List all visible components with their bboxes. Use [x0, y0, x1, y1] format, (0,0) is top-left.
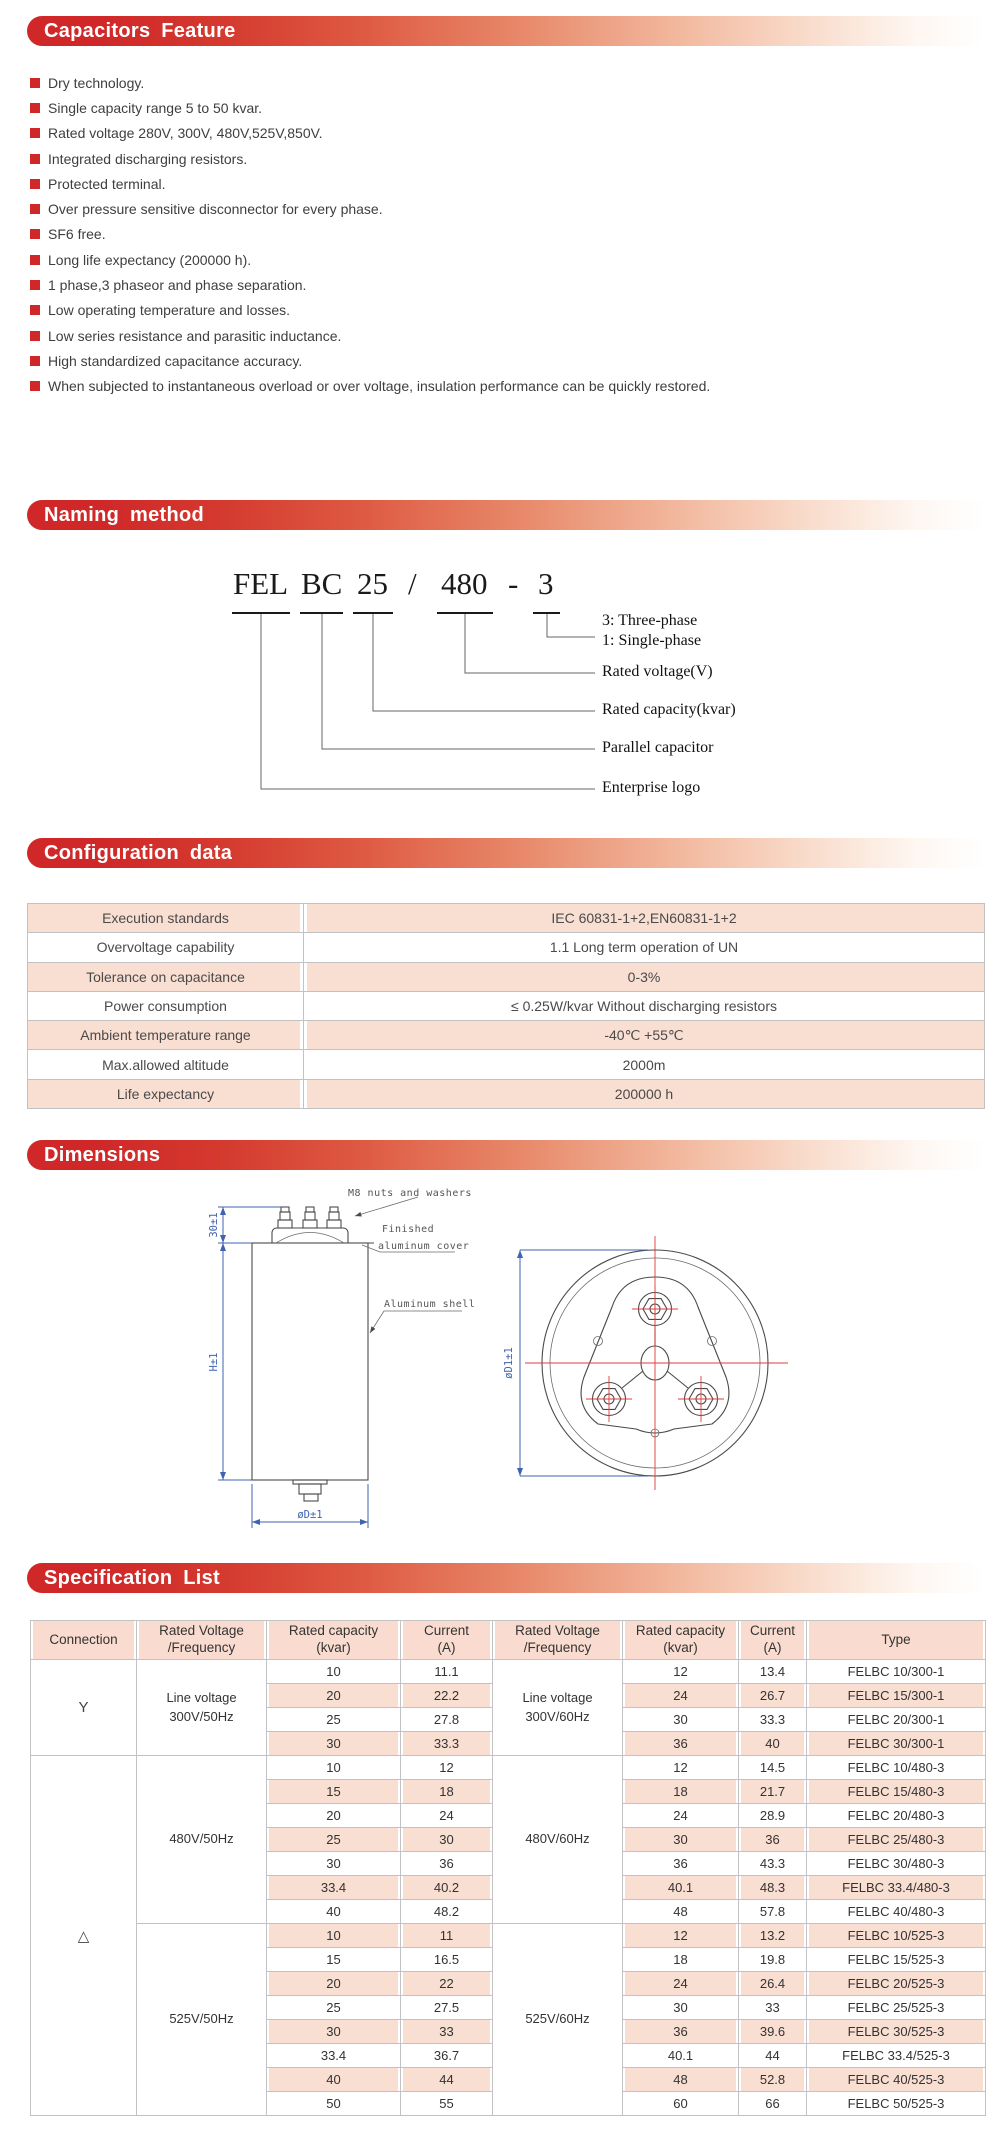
- capacity-60hz-cell: 48: [623, 2068, 739, 2092]
- type-cell: FELBC 20/300-1: [807, 1708, 986, 1732]
- capacity-50hz-cell: 30: [267, 1732, 401, 1756]
- current-50hz-cell: 36.7: [401, 2044, 493, 2068]
- dim-h: H±1: [208, 1352, 220, 1372]
- current-60hz-cell: 43.3: [739, 1852, 807, 1876]
- capacity-50hz-cell: 25: [267, 1996, 401, 2020]
- current-60hz-cell: 57.8: [739, 1900, 807, 1924]
- current-50hz-cell: 33.3: [401, 1732, 493, 1756]
- capacity-50hz-cell: 20: [267, 1684, 401, 1708]
- type-cell: FELBC 10/525-3: [807, 1924, 986, 1948]
- current-60hz-cell: 36: [739, 1828, 807, 1852]
- dimensions-drawing: [140, 1185, 820, 1545]
- type-cell: FELBC 15/480-3: [807, 1780, 986, 1804]
- code-token-enterprise: FEL: [233, 566, 289, 601]
- spec-column-header: Type: [807, 1621, 986, 1660]
- capacity-50hz-cell: 15: [267, 1780, 401, 1804]
- dim-d1: øD1±1: [503, 1347, 515, 1379]
- spec-column-header: Rated capacity (kvar): [623, 1621, 739, 1660]
- capacity-60hz-cell: 36: [623, 2020, 739, 2044]
- current-50hz-cell: 55: [401, 2092, 493, 2116]
- spec-row: [31, 1756, 986, 1780]
- spec-column-header: Rated Voltage /Frequency: [137, 1621, 267, 1660]
- config-row: [28, 962, 985, 991]
- type-cell: FELBC 40/525-3: [807, 2068, 986, 2092]
- config-row: [28, 1050, 985, 1079]
- naming-label: Rated voltage(V): [602, 663, 713, 680]
- capacity-50hz-cell: 50: [267, 2092, 401, 2116]
- config-row: [28, 1021, 985, 1050]
- current-60hz-cell: 48.3: [739, 1876, 807, 1900]
- current-60hz-cell: 39.6: [739, 2020, 807, 2044]
- capacity-60hz-cell: 18: [623, 1780, 739, 1804]
- current-50hz-cell: 40.2: [401, 1876, 493, 1900]
- spec-column-header: Current (A): [739, 1621, 807, 1660]
- capacity-50hz-cell: 33.4: [267, 2044, 401, 2068]
- capacity-50hz-cell: 33.4: [267, 1876, 401, 1900]
- spec-row: [31, 1660, 986, 1684]
- config-row: [28, 933, 985, 962]
- centerlines: [525, 1236, 788, 1490]
- current-50hz-cell: 27.5: [401, 1996, 493, 2020]
- feature-text: Rated voltage 280V, 300V, 480V,525V,850V.: [48, 125, 323, 142]
- type-cell: FELBC 20/525-3: [807, 1972, 986, 1996]
- capacity-60hz-cell: 36: [623, 1852, 739, 1876]
- current-60hz-cell: 66: [739, 2092, 807, 2116]
- connection-cell: △: [31, 1756, 137, 2116]
- capacity-50hz-cell: 30: [267, 2020, 401, 2044]
- type-cell: FELBC 10/480-3: [807, 1756, 986, 1780]
- config-row: [28, 1079, 985, 1108]
- voltage-50hz-cell: 480V/50Hz: [137, 1756, 267, 1924]
- config-value: 200000 h: [304, 1079, 985, 1108]
- spec-column-header: Rated Voltage /Frequency: [493, 1621, 623, 1660]
- naming-connector-lines: [0, 0, 700, 820]
- spec-column-header: Rated capacity (kvar): [267, 1621, 401, 1660]
- spec-row: [31, 1924, 986, 1948]
- capacity-60hz-cell: 30: [623, 1828, 739, 1852]
- config-label: Ambient temperature range: [28, 1021, 304, 1050]
- section-title-capacitors-feature: Capacitors Feature: [27, 16, 985, 46]
- capacity-60hz-cell: 12: [623, 1756, 739, 1780]
- current-50hz-cell: 22.2: [401, 1684, 493, 1708]
- feature-text: Integrated discharging resistors.: [48, 150, 248, 167]
- config-value: ≤ 0.25W/kvar Without discharging resistors: [304, 991, 985, 1020]
- feature-text: Protected terminal.: [48, 175, 166, 192]
- current-50hz-cell: 11.1: [401, 1660, 493, 1684]
- dim-30: 30±1: [208, 1212, 220, 1238]
- code-token-dash: -: [508, 566, 519, 601]
- feature-text: Over pressure sensitive disconnector for every phase.: [48, 201, 383, 218]
- feature-text: Low series resistance and parasitic inductance.: [48, 327, 342, 344]
- config-label: Life expectancy: [28, 1079, 304, 1108]
- naming-label: Enterprise logo: [602, 779, 701, 796]
- current-60hz-cell: 28.9: [739, 1804, 807, 1828]
- label-aluminum-cover: aluminum cover: [378, 1241, 470, 1252]
- type-cell: FELBC 30/480-3: [807, 1852, 986, 1876]
- capacity-60hz-cell: 30: [623, 1996, 739, 2020]
- config-value: 2000m: [304, 1050, 985, 1079]
- config-value: 0-3%: [304, 962, 985, 991]
- current-60hz-cell: 44: [739, 2044, 807, 2068]
- config-label: Execution standards: [28, 904, 304, 933]
- code-token-voltage: 480: [441, 566, 488, 601]
- voltage-60hz-cell: 525V/60Hz: [493, 1924, 623, 2116]
- feature-text: Long life expectancy (200000 h).: [48, 251, 252, 268]
- current-60hz-cell: 52.8: [739, 2068, 807, 2092]
- capacity-50hz-cell: 40: [267, 2068, 401, 2092]
- current-50hz-cell: 16.5: [401, 1948, 493, 1972]
- type-cell: FELBC 33.4/480-3: [807, 1876, 986, 1900]
- current-50hz-cell: 11: [401, 1924, 493, 1948]
- current-50hz-cell: 22: [401, 1972, 493, 1996]
- config-label: Max.allowed altitude: [28, 1050, 304, 1079]
- type-cell: FELBC 40/480-3: [807, 1900, 986, 1924]
- current-50hz-cell: 27.8: [401, 1708, 493, 1732]
- configuration-table-body: [28, 904, 985, 1109]
- capacity-60hz-cell: 60: [623, 2092, 739, 2116]
- current-50hz-cell: 36: [401, 1852, 493, 1876]
- type-cell: FELBC 25/525-3: [807, 1996, 986, 2020]
- naming-label: Parallel capacitor: [602, 739, 714, 756]
- section-title-naming-method: Naming method: [27, 500, 985, 530]
- dim-d: øD±1: [297, 1509, 323, 1521]
- capacity-50hz-cell: 10: [267, 1660, 401, 1684]
- current-50hz-cell: 18: [401, 1780, 493, 1804]
- feature-text: Low operating temperature and losses.: [48, 302, 291, 319]
- type-cell: FELBC 15/525-3: [807, 1948, 986, 1972]
- code-token-phase: 3: [538, 566, 554, 601]
- capacity-60hz-cell: 24: [623, 1804, 739, 1828]
- type-cell: FELBC 25/480-3: [807, 1828, 986, 1852]
- config-row: [28, 904, 985, 933]
- feature-text: High standardized capacitance accuracy.: [48, 352, 303, 369]
- current-60hz-cell: 26.7: [739, 1684, 807, 1708]
- type-cell: FELBC 15/300-1: [807, 1684, 986, 1708]
- current-50hz-cell: 44: [401, 2068, 493, 2092]
- configuration-table: [27, 903, 985, 1109]
- config-label: Tolerance on capacitance: [28, 962, 304, 991]
- type-cell: FELBC 10/300-1: [807, 1660, 986, 1684]
- current-60hz-cell: 13.2: [739, 1924, 807, 1948]
- specification-table-head: [31, 1621, 986, 1660]
- current-60hz-cell: 40: [739, 1732, 807, 1756]
- capacity-60hz-cell: 24: [623, 1972, 739, 1996]
- capacity-50hz-cell: 25: [267, 1708, 401, 1732]
- capacity-60hz-cell: 48: [623, 1900, 739, 1924]
- capacity-60hz-cell: 36: [623, 1732, 739, 1756]
- label-m8-nuts: M8 nuts and washers: [348, 1188, 472, 1199]
- voltage-60hz-cell: 480V/60Hz: [493, 1756, 623, 1924]
- feature-text: Single capacity range 5 to 50 kvar.: [48, 99, 263, 116]
- capacity-50hz-cell: 25: [267, 1828, 401, 1852]
- terminal-studs: [278, 1207, 341, 1228]
- label-finished: Finished: [382, 1224, 435, 1235]
- current-60hz-cell: 14.5: [739, 1756, 807, 1780]
- feature-text: 1 phase,3 phaseor and phase separation.: [48, 277, 307, 294]
- type-cell: FELBC 33.4/525-3: [807, 2044, 986, 2068]
- capacity-50hz-cell: 20: [267, 1804, 401, 1828]
- section-title-dimensions: Dimensions: [27, 1140, 985, 1170]
- capacity-60hz-cell: 40.1: [623, 2044, 739, 2068]
- code-token-capacity: 25: [357, 566, 388, 601]
- capacity-60hz-cell: 18: [623, 1948, 739, 1972]
- config-row: [28, 991, 985, 1020]
- connection-cell: Y: [31, 1660, 137, 1756]
- feature-text: Dry technology.: [48, 74, 145, 91]
- type-cell: FELBC 30/525-3: [807, 2020, 986, 2044]
- code-token-parallel: BC: [301, 566, 343, 601]
- type-cell: FELBC 20/480-3: [807, 1804, 986, 1828]
- capacity-60hz-cell: 30: [623, 1708, 739, 1732]
- voltage-60hz-cell: Line voltage 300V/60Hz: [493, 1660, 623, 1756]
- voltage-50hz-cell: 525V/50Hz: [137, 1924, 267, 2116]
- current-60hz-cell: 19.8: [739, 1948, 807, 1972]
- config-label: Overvoltage capability: [28, 933, 304, 962]
- feature-text: SF6 free.: [48, 226, 106, 243]
- naming-label: 3: Three-phase: [602, 612, 698, 629]
- current-60hz-cell: 33.3: [739, 1708, 807, 1732]
- spec-column-header: Connection: [31, 1621, 137, 1660]
- naming-label: 1: Single-phase: [602, 632, 702, 649]
- capacity-50hz-cell: 20: [267, 1972, 401, 1996]
- capacity-50hz-cell: 10: [267, 1924, 401, 1948]
- current-50hz-cell: 24: [401, 1804, 493, 1828]
- voltage-50hz-cell: Line voltage 300V/50Hz: [137, 1660, 267, 1756]
- spec-column-header: Current (A): [401, 1621, 493, 1660]
- config-value: IEC 60831-1+2,EN60831-1+2: [304, 904, 985, 933]
- current-50hz-cell: 48.2: [401, 1900, 493, 1924]
- config-label: Power consumption: [28, 991, 304, 1020]
- current-50hz-cell: 30: [401, 1828, 493, 1852]
- capacity-50hz-cell: 15: [267, 1948, 401, 1972]
- capacity-50hz-cell: 40: [267, 1900, 401, 1924]
- code-token-slash: /: [408, 566, 417, 601]
- capacity-60hz-cell: 12: [623, 1924, 739, 1948]
- specification-table-body: [31, 1660, 986, 2116]
- config-value: -40℃ +55℃: [304, 1021, 985, 1050]
- type-cell: FELBC 50/525-3: [807, 2092, 986, 2116]
- side-view-drawing: [208, 1188, 475, 1528]
- config-value: 1.1 Long term operation of UN: [304, 933, 985, 962]
- naming-label: Rated capacity(kvar): [602, 701, 736, 718]
- top-view-drawing: [503, 1236, 788, 1490]
- type-cell: FELBC 30/300-1: [807, 1732, 986, 1756]
- section-title-configuration-data: Configuration data: [27, 838, 985, 868]
- specification-table: [30, 1620, 986, 2116]
- section-title-specification-list: Specification List: [27, 1563, 985, 1593]
- current-50hz-cell: 12: [401, 1756, 493, 1780]
- current-50hz-cell: 33: [401, 2020, 493, 2044]
- capacity-60hz-cell: 24: [623, 1684, 739, 1708]
- current-60hz-cell: 13.4: [739, 1660, 807, 1684]
- capacity-60hz-cell: 40.1: [623, 1876, 739, 1900]
- label-aluminum-shell: Aluminum shell: [384, 1299, 476, 1310]
- capacity-50hz-cell: 10: [267, 1756, 401, 1780]
- bottom-stud: [293, 1480, 327, 1501]
- capacity-50hz-cell: 30: [267, 1852, 401, 1876]
- capacity-60hz-cell: 12: [623, 1660, 739, 1684]
- feature-text: When subjected to instantaneous overload or over voltage, insulation performance can be quickly restored.: [48, 378, 711, 395]
- current-60hz-cell: 21.7: [739, 1780, 807, 1804]
- current-60hz-cell: 26.4: [739, 1972, 807, 1996]
- current-60hz-cell: 33: [739, 1996, 807, 2020]
